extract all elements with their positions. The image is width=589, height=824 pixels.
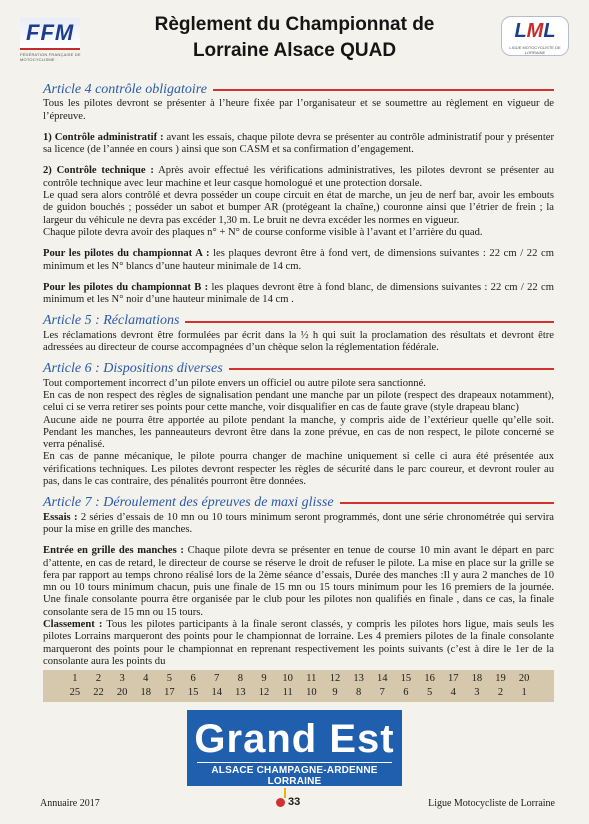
essais-paragraph [43, 512, 554, 537]
page-number-text: 33 [288, 796, 301, 808]
rank-position-cell: 8 [237, 673, 243, 685]
grille-label: Entrée en grille des manches : [43, 545, 184, 557]
rank-position-cell: 7 [214, 673, 220, 685]
rank-position-cell: 20 [518, 673, 530, 685]
grille-text: Chaque pilote devra se présenter en tenue de course 10 min avant le départ en parc d’attente, en cas de retard, le directeur de course se réserve le droit de refuser le pilote. La mise en place sur la grille se fera par rapport au temps chrono réalisé lors de la 2ème séance d’essais, Durée des manches :Il y aura 2 manches de 10 mn ou 10 tours minimum chacun, puis une finale de 15 mn ou 15 tours minimum pour les 16 premiers de la journée. Une finale consolante pourra être organisée par le club pour les pilotes non qualifiés en finale , dans ce cas, la finale consolante sera de 15 mn ou 15 tours. [43, 545, 554, 618]
ffm-logo-subtitle: FÉDÉRATION FRANÇAISE DE MOTOCYCLISME [20, 52, 81, 62]
article-6-signals: En cas de non respect des règles de signalisation pendant une manche par un pilote (respect des drapeaux notamment), celui ci se verra retirer ses points pour cette manche, voir disqualifier en cas de faute grave (style drapeau blanc) [43, 389, 554, 414]
tech-control-quad: Le quad sera alors contrôlé et devra posséder un coupe circuit en état de marche, un jeu de nerf bar, avoir les embouts de guidon bouchés ; posséder un sabot et bumper AR (protégeant la chaîne,) couronne ainsi que l’étrier de frein ; la largeur du véhicule ne devra pas excéder 1,30 m. Le bruit ne devra excéder les normes en vigueur. [43, 190, 554, 226]
article-4-intro: Tous les pilotes devront se présenter à l’heure fixée par l’organisateur et se soumettre au règlement en vigueur de l’épreuve. [43, 98, 554, 122]
lml-logo [501, 16, 569, 56]
page-marker-dot [276, 798, 285, 807]
rank-position-cell: 18 [471, 673, 483, 685]
rank-points-cell: 12 [258, 687, 270, 699]
rank-points-cell: 2 [497, 687, 504, 699]
article-5-heading [43, 315, 554, 327]
tech-control-label: 2) Contrôle technique : [43, 165, 154, 177]
championship-a-label: Pour les pilotes du championnat A : [43, 248, 210, 260]
article-4-title: Article 4 contrôle obligatoire [43, 82, 207, 97]
rank-points-cell: 5 [426, 687, 433, 699]
rank-points-cell: 6 [403, 687, 409, 699]
rank-position-cell: 16 [424, 673, 435, 685]
article-5-title: Article 5 : Réclamations [43, 313, 180, 329]
article-7-title: Article 7 : Déroulement des épreuves de maxi glisse [43, 495, 334, 511]
ffm-logo [20, 18, 100, 62]
tech-control-text: Après avoir effectué les vérifications administratives, les pilotes devront se présenter au contrôle technique avec leur machine et leur casque homologué et une protection dorsale. [43, 165, 554, 189]
article-6-title: Article 6 : Dispositions diverses [43, 361, 223, 377]
grand-est-regions: ALSACE CHAMPAGNE-ARDENNE LORRAINE [197, 762, 392, 787]
rank-position-cell: 1 [72, 673, 78, 685]
heading-rule [229, 368, 554, 370]
championship-a-paragraph [43, 248, 554, 273]
article-6-conduct: Tout comportement incorrect d’un pilote envers un officiel ou autre pilote sera sanctionné. [43, 377, 426, 389]
heading-rule [213, 89, 554, 91]
main-content [43, 84, 554, 702]
article-4-heading [43, 84, 554, 96]
rank-position-cell: 5 [166, 673, 173, 685]
rank-points-cell: 7 [379, 687, 385, 699]
article-6-breakdown: En cas de panne mécanique, le pilote pourra changer de machine uniquement si celle ci aura été présentée aux vérifications techniques. Les pilotes devront respecter les règles de sécurité dans le parc coureur, et devront rouler au pas, dans le cas contraire, des pénalités pourront être données. [43, 451, 554, 488]
rank-points-cell: 22 [93, 687, 104, 699]
classement-text: Tous les pilotes participants à la finale seront classés, y compris les pilotes hors ligue, mais seuls les pilotes Lorrains marqueront des points pour le championnat de lorraine. Les 4 premiers pilotes de la finale consolante marqueront des points pour le championnat en reprenant respectivement les points suivants (c’est à dire le 1er de la consolante aura les points du [43, 618, 554, 667]
lml-logo-subtitle: LIGUE MOTOCYCLISTE DE LORRAINE [509, 45, 561, 55]
admin-control-text: avant les essais, chaque pilote devra se présenter au contrôle administratif pour y présenter sa licence (de l’année en cours ) ainsi que son CASM et sa confirmation d’engagement. [43, 131, 554, 156]
grand-est-banner [187, 710, 402, 786]
article-6-assistance: Aucune aide ne pourra être apportée au pilote pendant la manche, y compris aide de l’extérieur quelle qu’elle soit. Pendant les manches, les panneauteurs devront être dans la zone prévue, en cas de non respect, le pilote concerné se verra pénalisé. [43, 414, 554, 451]
rank-position-cell: 11 [306, 673, 317, 685]
header [0, 8, 589, 72]
rank-points-cell: 10 [306, 687, 317, 699]
classement-label: Classement : [43, 618, 103, 630]
rank-points-cell: 8 [355, 687, 362, 699]
points-table-points-row [43, 686, 554, 700]
rank-points-cell: 18 [140, 687, 152, 699]
title-line-2: Lorraine Alsace QUAD [192, 40, 397, 61]
rank-position-cell: 6 [190, 673, 196, 685]
rank-points-cell: 14 [211, 687, 222, 699]
rank-position-cell: 15 [400, 673, 412, 685]
championship-b-paragraph [43, 282, 554, 307]
ffm-logo-mark: FFM [20, 18, 80, 50]
page-marker-stem [284, 788, 286, 798]
rank-position-cell: 2 [95, 673, 102, 685]
article-5-text: Les réclamations devront être formulées par écrit dans la ½ h qui suit la proclamation des résultats et devront être adressées au directeur de course accompagnées d’un chèque selon la réglementation fédérale. [43, 329, 554, 354]
rank-points-cell: 13 [235, 687, 246, 699]
rank-position-cell: 9 [261, 673, 267, 685]
points-table [43, 670, 554, 702]
rank-position-cell: 10 [282, 673, 293, 685]
footer-league: Ligue Motocycliste de Lorraine [428, 798, 555, 809]
championship-b-label: Pour les pilotes du championnat B : [43, 281, 209, 293]
rank-points-cell: 9 [332, 687, 338, 699]
admin-control-paragraph [43, 132, 554, 157]
essais-text: 2 séries d’essais de 10 mn ou 10 tours minimum seront programmés, dont une série chronométrée qui servira pour la mise en grille des manches. [43, 511, 554, 535]
heading-rule [340, 502, 554, 504]
rank-position-cell: 3 [119, 673, 125, 685]
lml-letter-2: M [526, 20, 544, 42]
essais-label: Essais : [43, 511, 78, 523]
rank-points-cell: 25 [69, 687, 81, 699]
tech-control-paragraph [43, 165, 554, 190]
title-line-1: Règlement du Championnat de [154, 14, 435, 35]
rank-position-cell: 4 [143, 673, 149, 685]
championship-b-text: les plaques devront être à fond blanc, de dimensions suivantes : 22 cm / 22 cm minimum et les N° noir d’une hauteur minimale de 14 cm . [43, 281, 554, 306]
admin-control-label: 1) Contrôle administratif : [43, 131, 164, 143]
championship-a-text: les plaques devront être à fond vert, de dimensions suivantes : 22 cm / 22 cm minimum et les N° blancs d’une hauteur minimale de 14 cm. [43, 248, 554, 272]
grille-paragraph [43, 545, 554, 619]
rank-points-cell: 15 [187, 687, 199, 699]
footer [40, 796, 555, 816]
rank-points-cell: 1 [521, 687, 527, 699]
rank-points-cell: 3 [474, 687, 480, 699]
classement-paragraph [43, 619, 554, 668]
article-7-heading [43, 497, 554, 509]
footer-yearbook: Annuaire 2017 [40, 798, 100, 809]
rank-points-cell: 4 [450, 687, 456, 699]
lml-letter-1: L [514, 20, 527, 42]
rank-points-cell: 11 [282, 687, 293, 699]
rank-position-cell: 12 [329, 673, 341, 685]
rank-position-cell: 13 [353, 673, 364, 685]
rank-points-cell: 20 [116, 687, 128, 699]
page-number [276, 796, 300, 808]
points-table-positions-row [43, 672, 554, 686]
heading-rule [185, 321, 554, 323]
article-6-heading [43, 363, 554, 375]
page-title [110, 12, 479, 64]
tech-control-plates: Chaque pilote devra avoir des plaques n° + N° de course conforme visible à l’avant et l’arrière du quad. [43, 226, 483, 238]
rank-points-cell: 17 [164, 687, 175, 699]
grand-est-name: Grand Est [194, 717, 395, 761]
lml-logo-mark [502, 17, 568, 45]
lml-letter-3: L [543, 20, 556, 42]
rank-position-cell: 17 [447, 673, 459, 685]
rank-position-cell: 19 [495, 673, 506, 685]
rank-position-cell: 14 [377, 673, 388, 685]
